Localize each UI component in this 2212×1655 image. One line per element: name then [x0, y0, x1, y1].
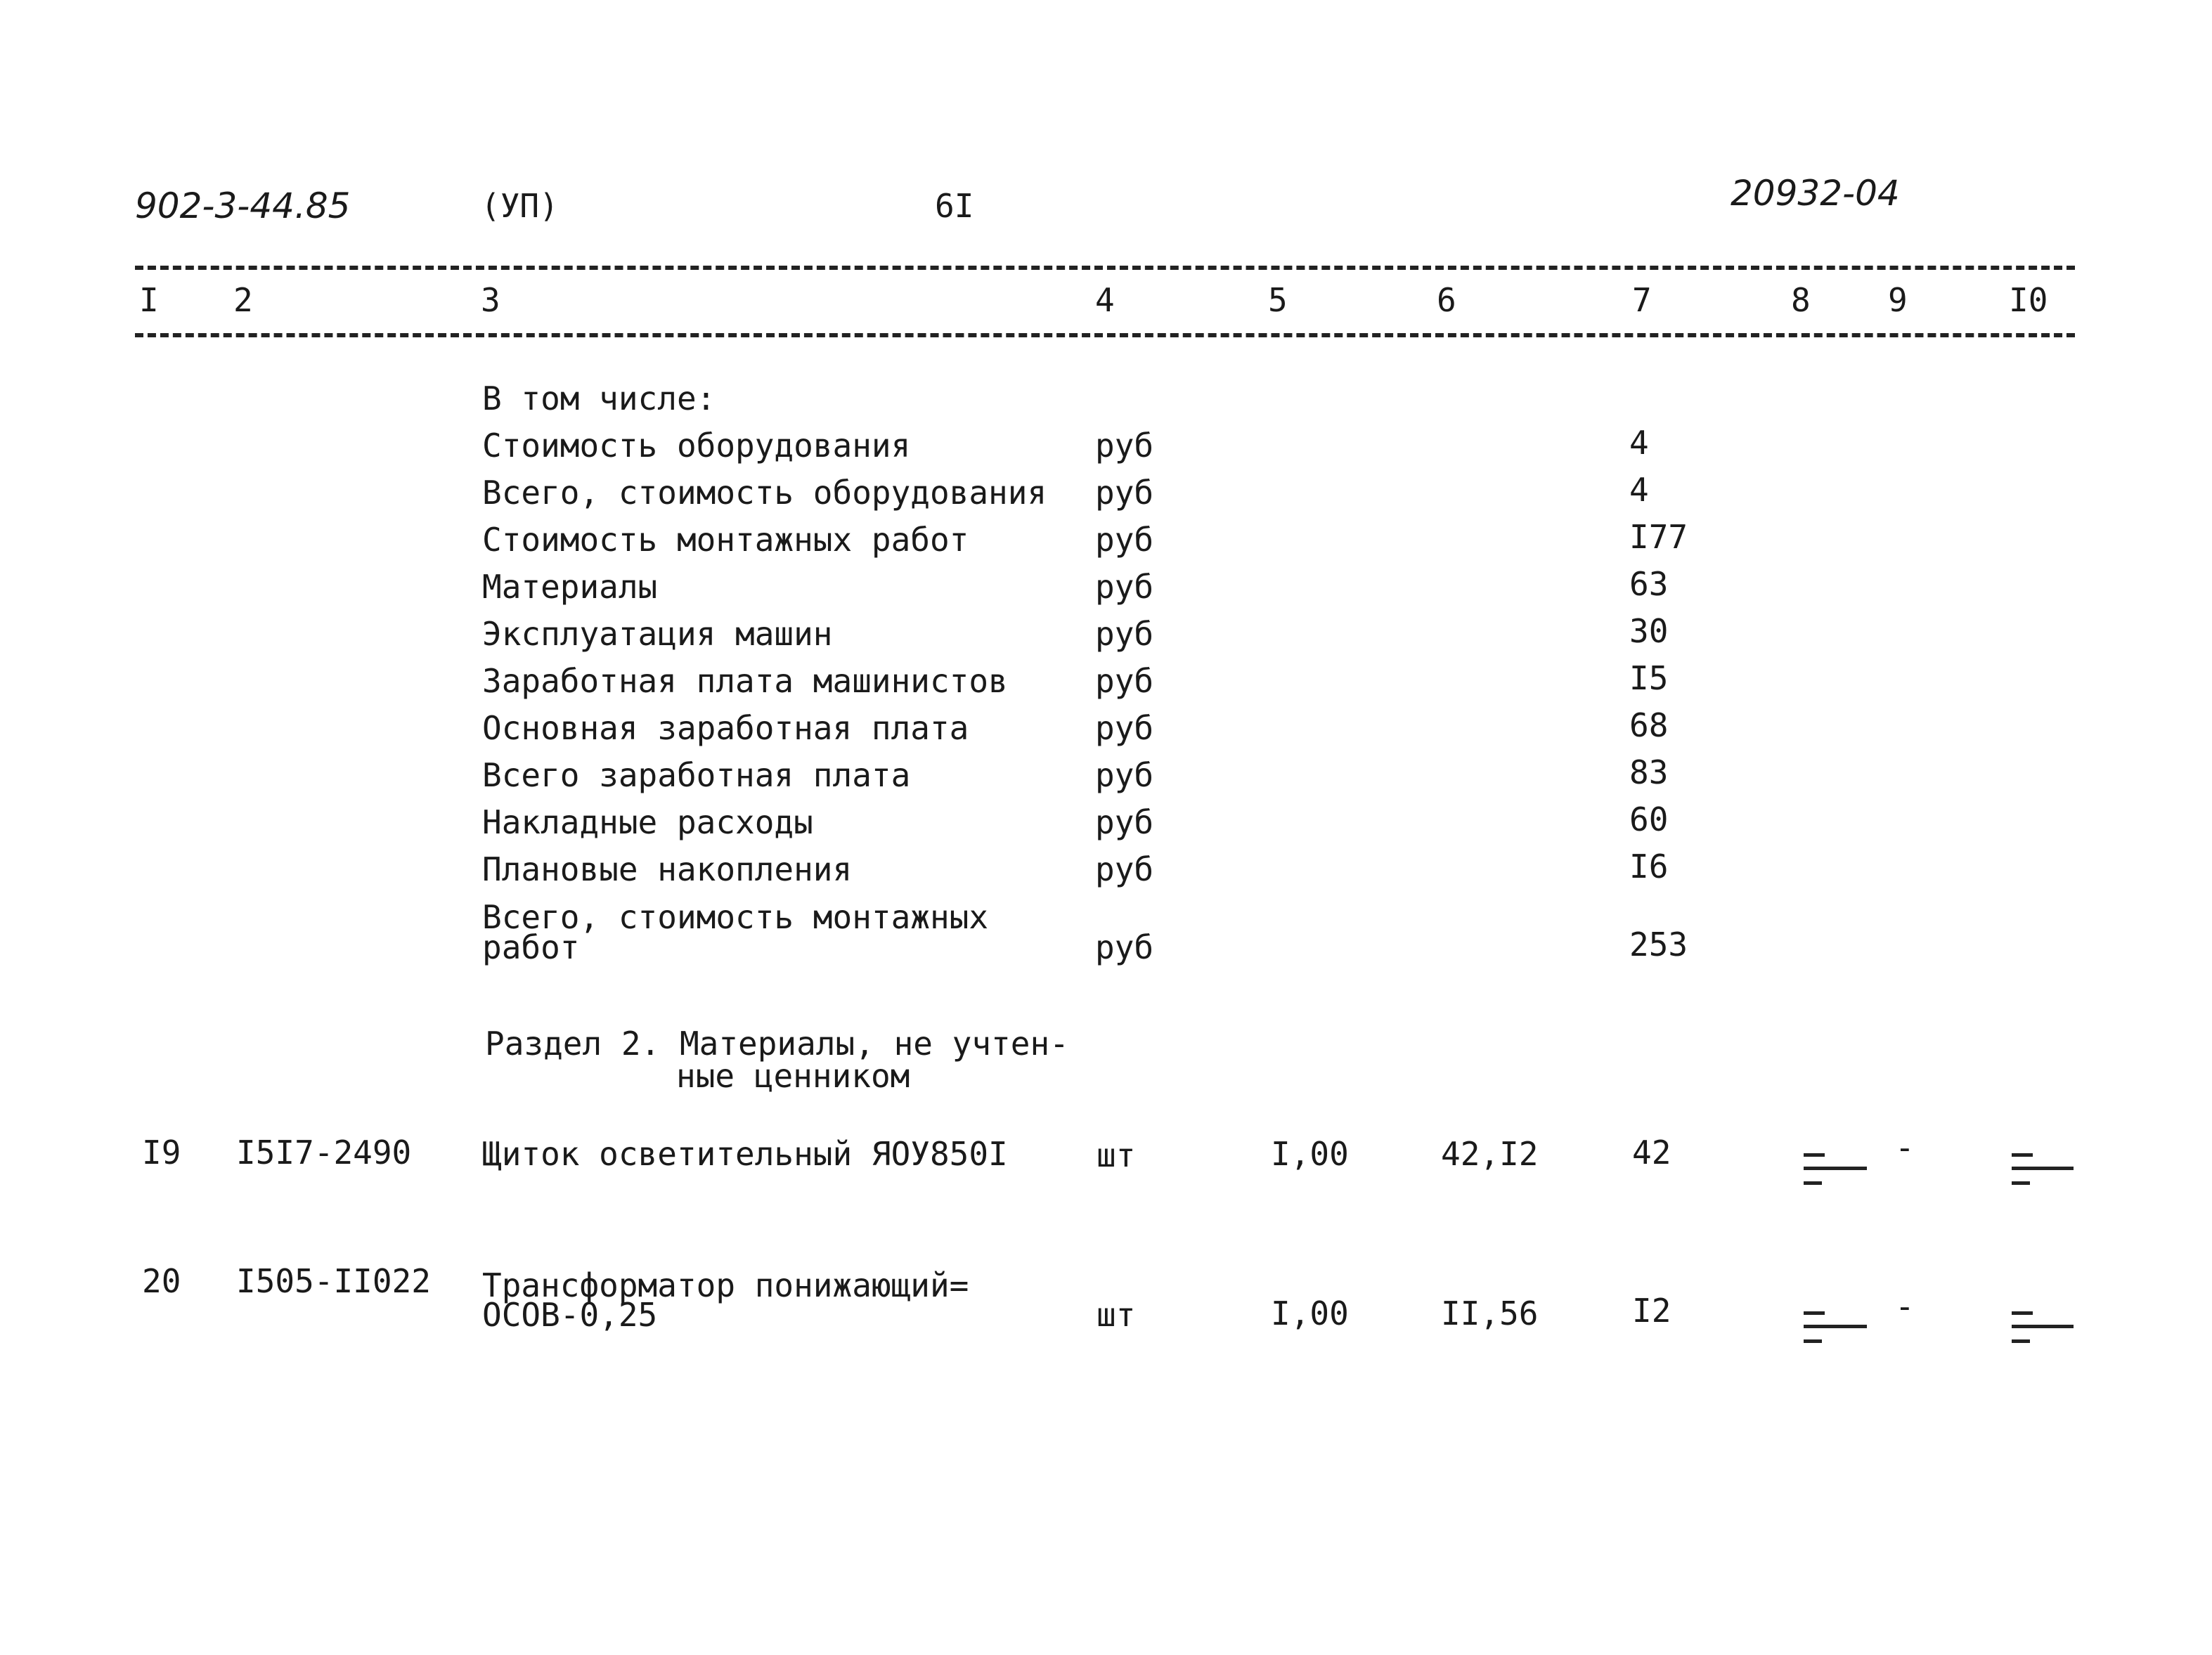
subtotal-unit: руб	[1095, 521, 1154, 559]
subtotal-value: 4	[1629, 471, 1649, 509]
column-number: 7	[1632, 281, 1652, 319]
item-price: II,56	[1441, 1294, 1539, 1332]
subtotal-name: Всего заработная плата	[482, 756, 911, 794]
item-number: 20	[142, 1262, 181, 1300]
subtotal-name: Стоимость монтажных работ	[482, 521, 969, 559]
subtotal-name: Заработная плата машинистов	[482, 662, 1008, 700]
item-price: 42,I2	[1441, 1135, 1539, 1173]
subtotal-unit: руб	[1095, 615, 1154, 653]
subtotal-value: 68	[1629, 706, 1669, 744]
header-rule-bottom	[135, 333, 2075, 337]
subtotal-name: Материалы	[482, 568, 658, 606]
subtotal-name: Основная заработная плата	[482, 709, 969, 747]
subtotal-unit: руб	[1095, 709, 1154, 747]
subtotal-total-unit: руб	[1095, 928, 1154, 966]
item-quantity: I,00	[1271, 1135, 1349, 1173]
subtotal-unit: руб	[1095, 427, 1154, 465]
item-name: Щиток осветительный ЯОУ850I	[482, 1135, 1008, 1173]
subtotal-value: 83	[1629, 753, 1669, 791]
col9-mark: -	[1895, 1129, 1915, 1167]
column-number: 5	[1268, 281, 1288, 319]
column-number: 3	[481, 281, 500, 319]
subtotals-heading: В том числе:	[482, 379, 716, 417]
item-total: 42	[1632, 1134, 1671, 1172]
subtotal-total-value: 253	[1629, 926, 1688, 963]
subtotal-value: 63	[1629, 565, 1669, 603]
subtotal-value: I5	[1629, 659, 1669, 697]
subtotal-unit: руб	[1095, 568, 1154, 606]
item-name: Трансформатор понижающий=	[482, 1266, 969, 1304]
subtotal-total-name: Всего, стоимость монтажных	[482, 898, 989, 936]
column-number: 9	[1888, 281, 1908, 319]
subtotal-value: 4	[1629, 424, 1649, 462]
subtotal-value: 60	[1629, 800, 1669, 838]
subtotal-name: Всего, стоимость оборудования	[482, 474, 1047, 512]
subtotal-name: Стоимость оборудования	[482, 427, 911, 465]
section-heading-cont: ные ценником	[676, 1057, 910, 1095]
column-number: 8	[1791, 281, 1811, 319]
subtotal-unit: руб	[1095, 474, 1154, 512]
subtotal-value: I77	[1629, 518, 1688, 556]
document-code: 902-3-44.85	[135, 186, 351, 226]
subtotal-unit: руб	[1095, 803, 1154, 841]
column-number: I	[139, 281, 159, 319]
item-name-cont: ОСОВ-0,25	[482, 1296, 658, 1334]
subtotal-value: I6	[1629, 848, 1669, 885]
item-code: I5I7-2490	[236, 1134, 412, 1172]
page-number: 6I	[935, 187, 974, 225]
column-number: 2	[233, 281, 253, 319]
subtotal-unit: руб	[1095, 756, 1154, 794]
subtotal-name: Эксплуатация машин	[482, 615, 833, 653]
subtotal-name: Плановые накопления	[482, 850, 853, 888]
subtotal-unit: руб	[1095, 850, 1154, 888]
subtotal-value: 30	[1629, 612, 1669, 650]
subtotal-total-name-cont: работ	[482, 928, 580, 966]
item-unit: шт	[1097, 1296, 1136, 1334]
subtotal-name: Накладные расходы	[482, 803, 813, 841]
archive-code: 20932-04	[1731, 173, 1900, 214]
col9-mark: -	[1895, 1287, 1915, 1325]
column-number: 6	[1437, 281, 1456, 319]
item-quantity: I,00	[1271, 1294, 1349, 1332]
header-rule-top	[135, 266, 2075, 270]
album-number: (УП)	[481, 187, 559, 225]
section-heading: Раздел 2. Материалы, не учтен-	[485, 1025, 1069, 1063]
item-total: I2	[1632, 1292, 1671, 1330]
subtotal-unit: руб	[1095, 662, 1154, 700]
item-unit: шт	[1097, 1136, 1136, 1174]
column-number: 4	[1095, 281, 1115, 319]
column-number: I0	[2009, 281, 2048, 319]
item-code: I505-II022	[236, 1262, 431, 1300]
item-number: I9	[142, 1134, 181, 1172]
